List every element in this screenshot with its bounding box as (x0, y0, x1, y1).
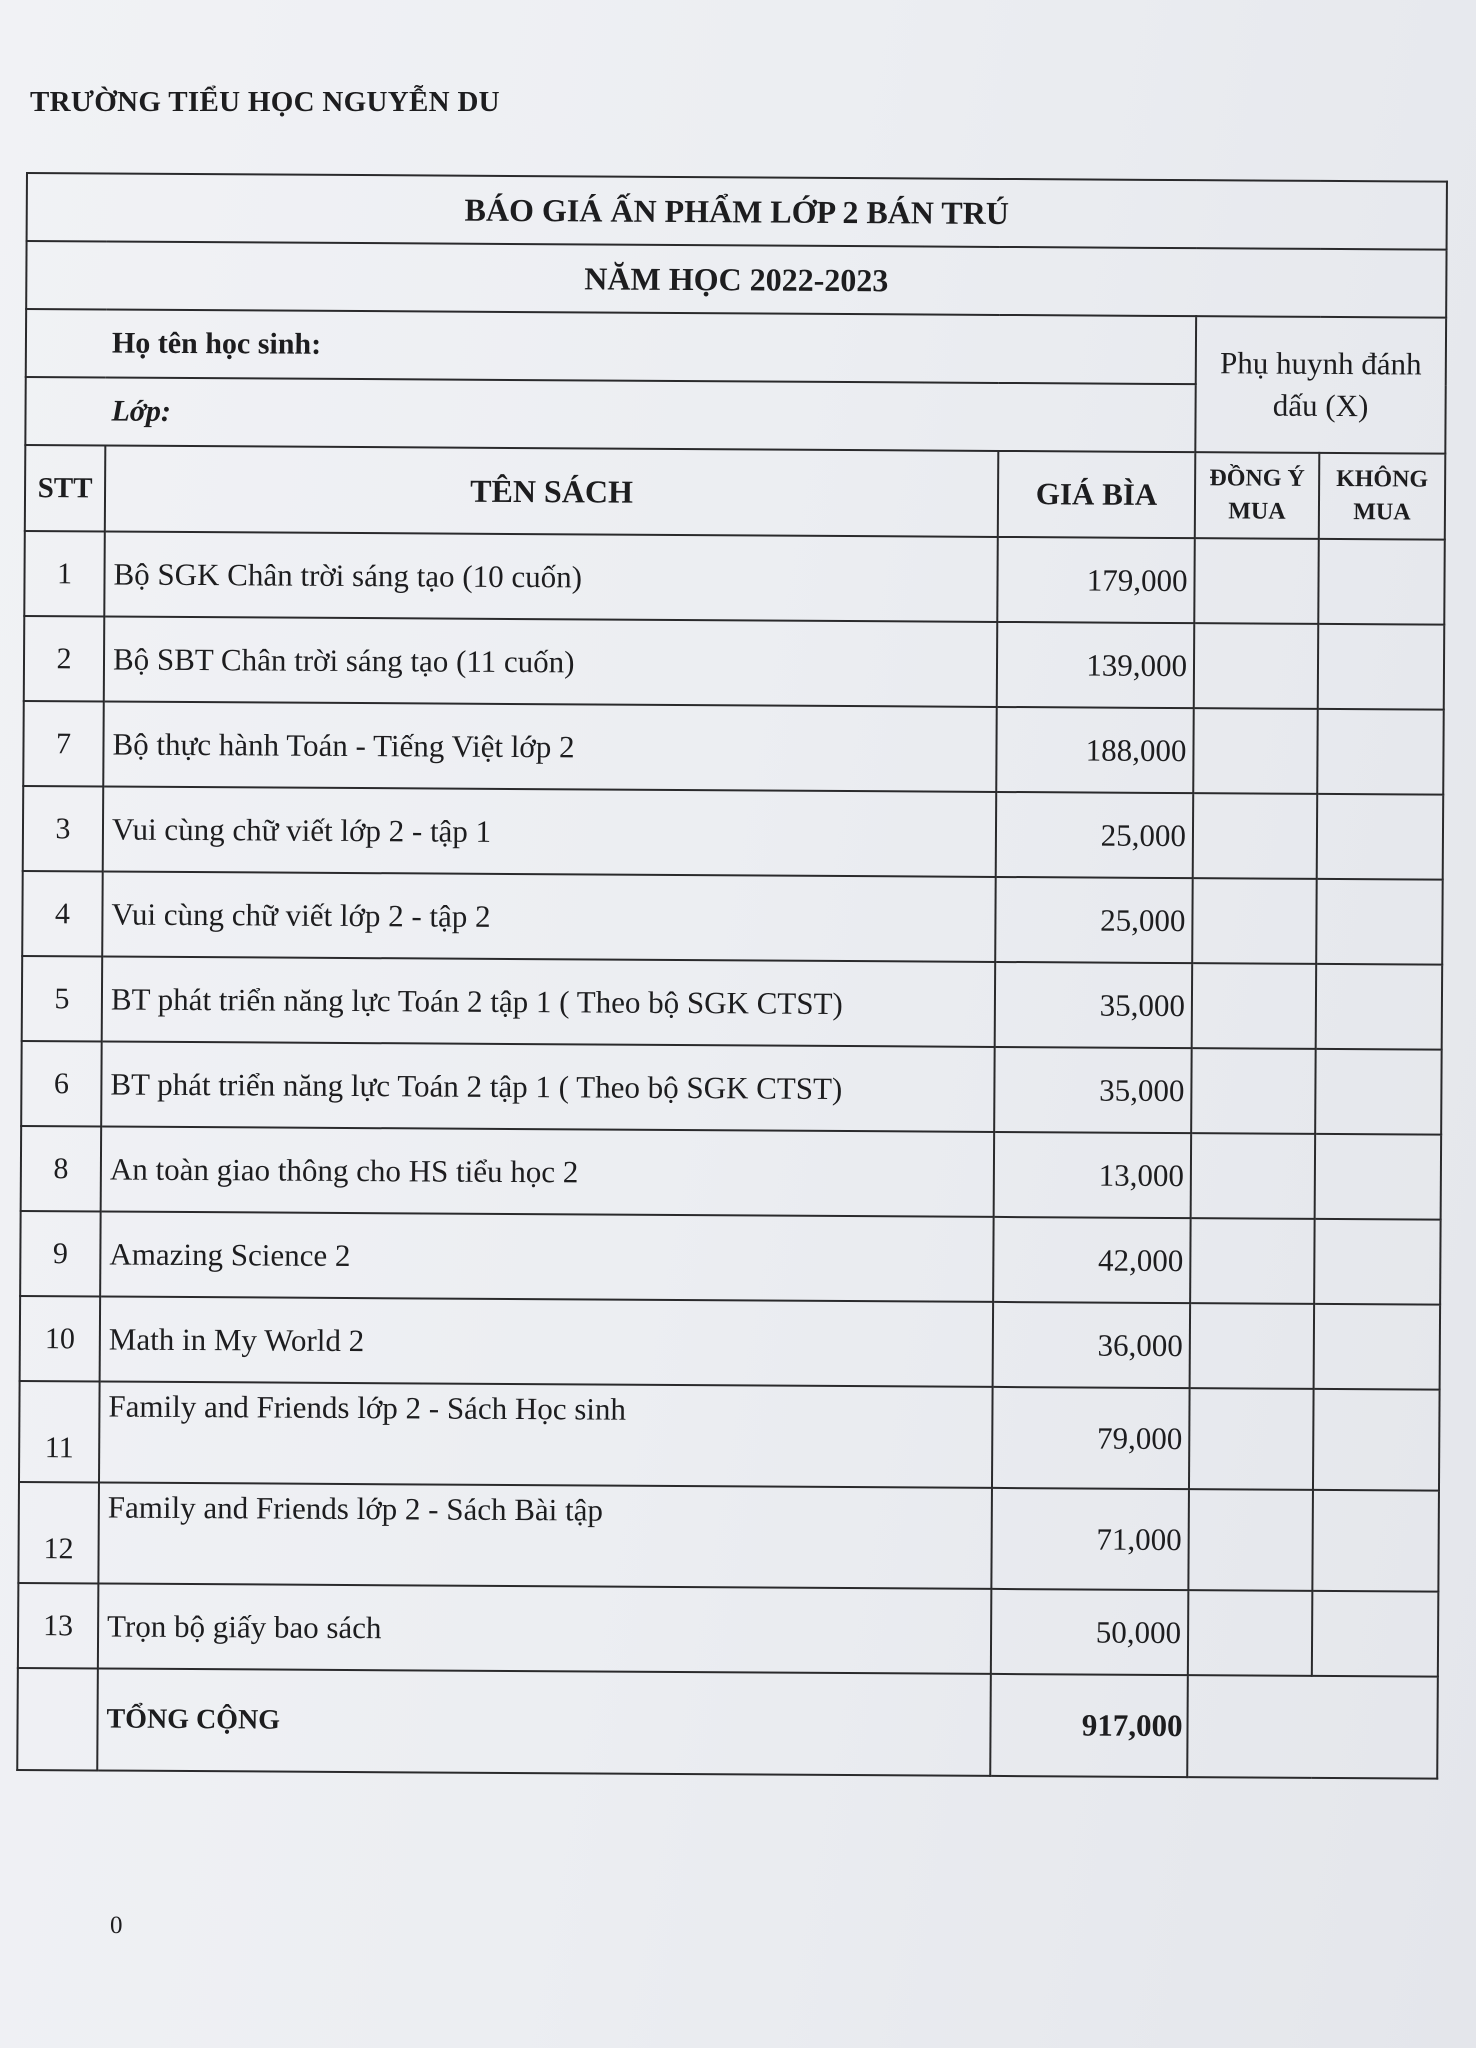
table-row (18, 1583, 1438, 1677)
disagree-checkbox-cell[interactable] (1314, 1219, 1441, 1305)
row-price: 71,000 (991, 1488, 1189, 1590)
table-row (22, 956, 1442, 1050)
header-disagree: KHÔNG MUA (1319, 453, 1446, 540)
row-price: 139,000 (997, 622, 1195, 708)
disagree-checkbox-cell[interactable] (1312, 1490, 1439, 1592)
row-book-name: BT phát triển năng lực Toán 2 tập 1 ( Theo bộ SGK CTST) (101, 1041, 995, 1131)
row-book-name: Vui cùng chữ viết lớp 2 - tập 1 (103, 786, 997, 876)
row-price: 35,000 (995, 962, 1193, 1048)
disagree-checkbox-cell[interactable] (1315, 1134, 1442, 1220)
total-row (17, 1668, 1438, 1779)
total-stt-cell (17, 1668, 98, 1770)
row-stt: 6 (21, 1041, 102, 1126)
row-book-name: An toàn giao thông cho HS tiểu học 2 (101, 1126, 995, 1216)
disagree-checkbox-cell[interactable] (1317, 709, 1444, 795)
disagree-checkbox-cell[interactable] (1313, 1389, 1440, 1491)
disagree-checkbox-cell[interactable] (1318, 624, 1445, 710)
agree-checkbox-cell[interactable] (1193, 708, 1318, 794)
price-quote-table (16, 172, 1448, 1780)
table-row (18, 1482, 1439, 1592)
agree-checkbox-cell[interactable] (1188, 1489, 1313, 1591)
row-price: 42,000 (993, 1217, 1191, 1303)
page-number: 0 (110, 1912, 123, 1939)
row-stt: 9 (20, 1211, 101, 1296)
row-stt: 4 (22, 871, 103, 956)
row-stt: 3 (23, 786, 104, 871)
table-row (23, 701, 1443, 795)
row-book-name: Math in My World 2 (100, 1296, 994, 1386)
disagree-checkbox-cell[interactable] (1316, 879, 1443, 965)
agree-checkbox-cell[interactable] (1192, 878, 1317, 964)
disagree-checkbox-cell[interactable] (1317, 794, 1444, 880)
row-stt: 13 (18, 1583, 99, 1668)
table-row (21, 1041, 1441, 1135)
row-stt: 12 (18, 1482, 99, 1583)
student-name-field[interactable]: Họ tên học sinh: (26, 309, 1196, 384)
document-title: BÁO GIÁ ẤN PHẨM LỚP 2 BÁN TRÚ (27, 173, 1447, 250)
disagree-checkbox-cell[interactable] (1318, 539, 1445, 625)
row-price: 25,000 (995, 877, 1193, 963)
agree-checkbox-cell[interactable] (1190, 1218, 1315, 1304)
agree-checkbox-cell[interactable] (1189, 1388, 1314, 1490)
row-book-name: Family and Friends lớp 2 - Sách Học sinh (99, 1381, 993, 1487)
agree-checkbox-cell[interactable] (1194, 538, 1319, 624)
header-stt: STT (25, 445, 106, 531)
row-stt: 8 (21, 1126, 102, 1211)
row-price: 35,000 (994, 1047, 1192, 1133)
row-stt: 7 (23, 701, 104, 786)
row-stt: 11 (19, 1381, 100, 1482)
table-header-row (25, 445, 1445, 540)
disagree-checkbox-cell[interactable] (1312, 1591, 1439, 1677)
header-book-name: TÊN SÁCH (105, 445, 999, 536)
table-row (19, 1381, 1440, 1491)
row-book-name: Bộ SBT Chân trời sáng tạo (11 cuốn) (104, 616, 998, 706)
agree-checkbox-cell[interactable] (1191, 1048, 1316, 1134)
row-book-name: Trọn bộ giấy bao sách (98, 1583, 992, 1673)
disagree-checkbox-cell[interactable] (1314, 1304, 1441, 1390)
table-row (22, 871, 1442, 965)
row-price: 50,000 (991, 1589, 1189, 1675)
disagree-checkbox-cell[interactable] (1315, 1049, 1442, 1135)
disagree-checkbox-cell[interactable] (1316, 964, 1443, 1050)
table-row (21, 1126, 1441, 1220)
agree-checkbox-cell[interactable] (1188, 1590, 1313, 1676)
class-field[interactable]: Lớp: (25, 377, 1195, 452)
total-mark-cell (1187, 1675, 1438, 1779)
agree-checkbox-cell[interactable] (1192, 963, 1317, 1049)
total-label: TỔNG CỘNG (97, 1668, 991, 1775)
row-book-name: Bộ SGK Chân trời sáng tạo (10 cuốn) (104, 531, 998, 621)
row-book-name: Vui cùng chữ viết lớp 2 - tập 2 (102, 871, 996, 961)
total-value: 917,000 (990, 1674, 1188, 1777)
table-row (20, 1211, 1440, 1305)
row-book-name: Bộ thực hành Toán - Tiếng Việt lớp 2 (103, 701, 997, 791)
row-stt: 10 (20, 1296, 101, 1381)
row-price: 79,000 (992, 1387, 1190, 1489)
table-row (23, 786, 1443, 880)
agree-checkbox-cell[interactable] (1190, 1303, 1315, 1389)
school-name: TRƯỜNG TIỂU HỌC NGUYỄN DU (30, 86, 500, 118)
row-book-name: Family and Friends lớp 2 - Sách Bài tập (98, 1482, 992, 1588)
header-price: GIÁ BÌA (998, 451, 1196, 538)
agree-checkbox-cell[interactable] (1191, 1133, 1316, 1219)
row-stt: 5 (22, 956, 103, 1041)
row-book-name: Amazing Science 2 (100, 1211, 994, 1301)
agree-checkbox-cell[interactable] (1194, 623, 1319, 709)
parent-mark-header: Phụ huynh đánh dấu (X) (1195, 316, 1446, 454)
table-row (20, 1296, 1440, 1390)
row-price: 13,000 (994, 1132, 1192, 1218)
row-stt: 2 (24, 616, 105, 701)
school-year: NĂM HỌC 2022-2023 (26, 241, 1446, 318)
table-row (24, 616, 1444, 710)
row-price: 25,000 (996, 792, 1194, 878)
row-book-name: BT phát triển năng lực Toán 2 tập 1 ( Theo bộ SGK CTST) (102, 956, 996, 1046)
row-price: 36,000 (993, 1302, 1191, 1388)
header-agree: ĐỒNG Ý MUA (1195, 452, 1320, 539)
row-stt: 1 (24, 531, 105, 616)
table-row (24, 531, 1444, 625)
row-price: 188,000 (996, 707, 1194, 793)
agree-checkbox-cell[interactable] (1193, 793, 1318, 879)
row-price: 179,000 (997, 537, 1195, 623)
